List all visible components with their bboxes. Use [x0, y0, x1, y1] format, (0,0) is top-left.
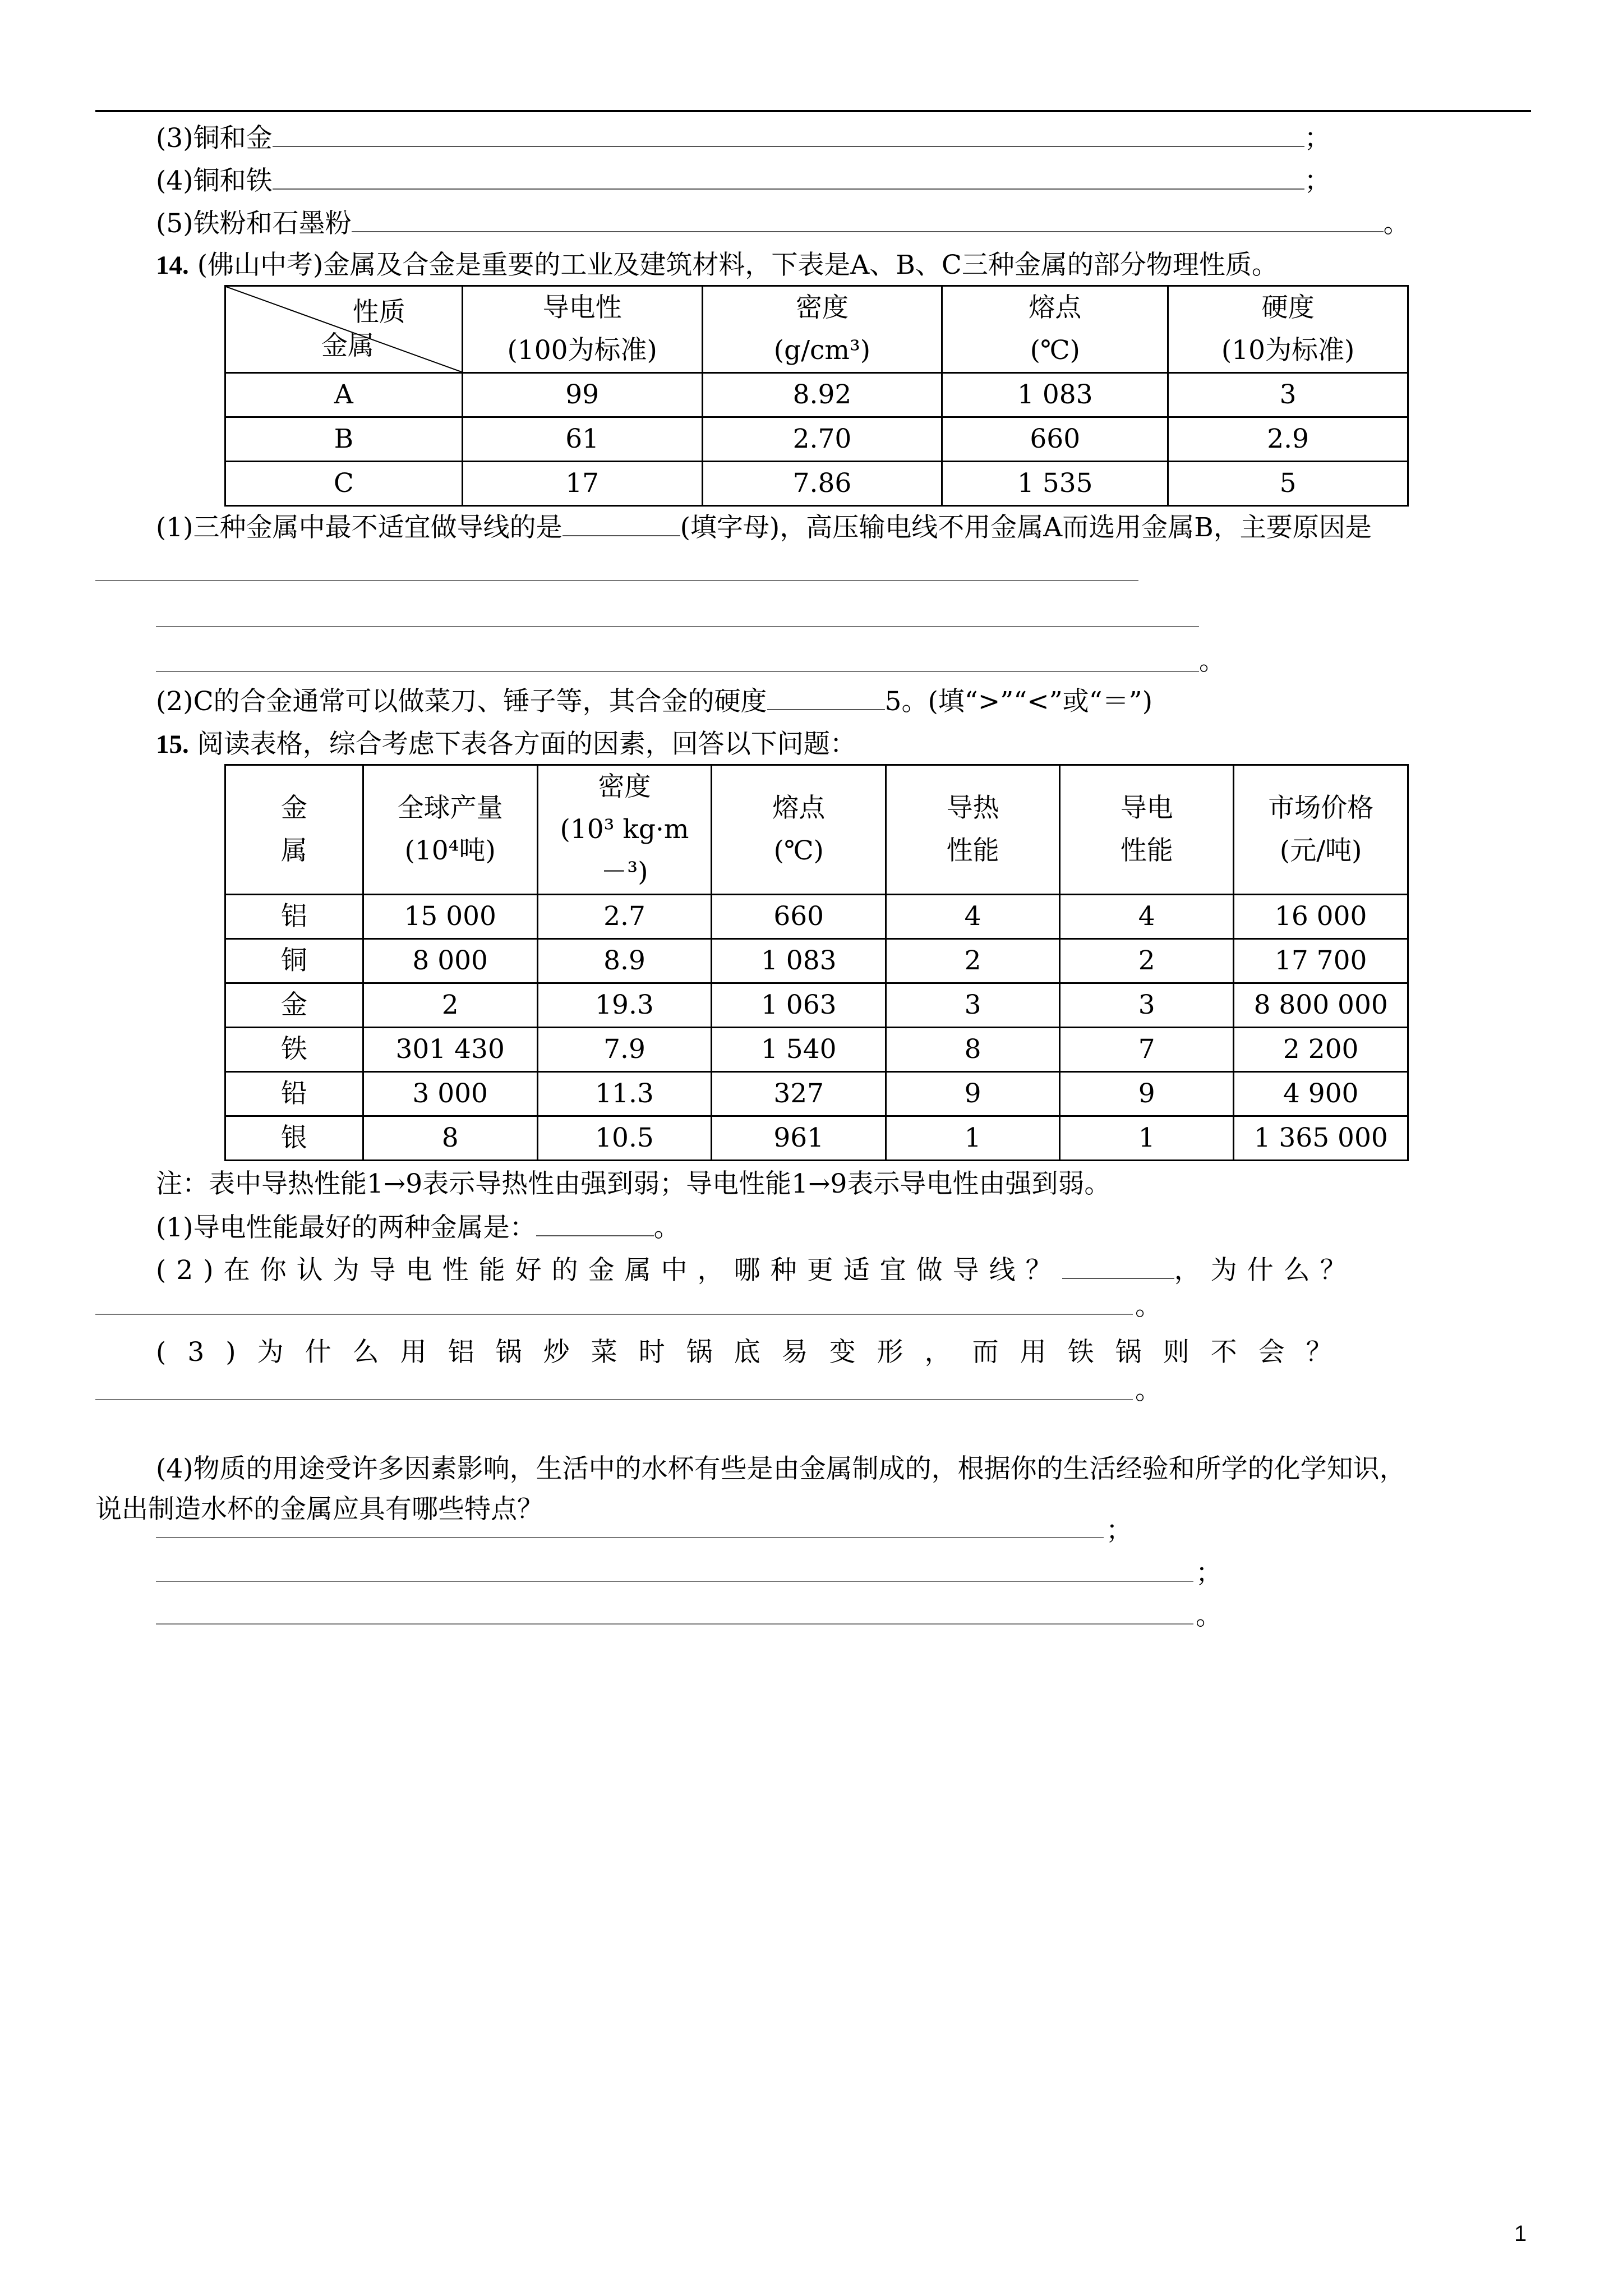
table-cell: 17 700	[1234, 939, 1408, 983]
header-text: 密度	[598, 771, 651, 802]
table-cell: 1 083	[942, 373, 1168, 417]
header-text: 熔点	[772, 793, 826, 823]
q13-5-line	[156, 201, 1410, 245]
table-cell: 8 000	[363, 939, 537, 983]
q15-sub4-line2: 说出制造水杯的金属应具有哪些特点？	[95, 1494, 543, 1525]
table-cell: 银	[225, 1116, 363, 1161]
q15-header-cell	[1060, 765, 1234, 895]
q14-property-table	[224, 285, 1409, 507]
q15-sub2-end: 。	[1135, 1291, 1161, 1322]
header-text: (℃)	[773, 835, 824, 866]
table-cell: 9	[886, 1072, 1060, 1116]
table-cell: 7.86	[702, 462, 942, 506]
table-cell: 1 540	[712, 1028, 886, 1072]
q15-header-row	[225, 765, 1408, 895]
table-cell: 301 430	[363, 1028, 537, 1072]
header-text: (10³ kg·m	[560, 814, 689, 845]
q15-sub4-answer-line-2[interactable]	[156, 1581, 1193, 1582]
q14-sub2-line	[156, 679, 1152, 723]
table-cell: 16 000	[1234, 895, 1408, 939]
header-text: 性能	[946, 835, 999, 866]
q14-header-cell	[1168, 286, 1408, 373]
table-cell: 1	[1060, 1116, 1234, 1161]
q14-sub1-text: (1)三种金属中最不适宜做导线的是	[156, 512, 562, 543]
header-text: 导热	[946, 793, 999, 823]
table-cell: 3	[886, 983, 1060, 1028]
q15-sub4-answer-line-3[interactable]	[156, 1623, 1193, 1625]
header-text: 硬度	[1261, 292, 1315, 323]
q15-sub4-line1: (4)物质的用途受许多因素影响，生活中的水杯有些是由金属制成的，根据你的生活经验和所学的化学知识，	[156, 1453, 1406, 1484]
q15-text: 阅读表格，综合考虑下表各方面的因素，回答以下问题：	[197, 729, 856, 760]
header-rule	[95, 110, 1531, 112]
q13-3-answer-blank[interactable]	[273, 116, 1304, 147]
q14-answer-line-2[interactable]	[156, 626, 1199, 627]
table-row	[225, 1116, 1408, 1161]
header-text: (℃)	[1030, 335, 1080, 366]
table-cell: 8	[886, 1028, 1060, 1072]
q14-sub2-text: (2)C的合金通常可以做菜刀、锤子等，其合金的硬度	[156, 686, 767, 717]
table-cell: 1 083	[712, 939, 886, 983]
q13-3-line	[156, 116, 1331, 159]
header-text: (100为标准)	[507, 335, 657, 366]
q13-4-label: (4)铜和铁	[156, 165, 273, 196]
table-cell: 2 200	[1234, 1028, 1408, 1072]
q15-header-cell	[886, 765, 1060, 895]
table-cell: 11.3	[537, 1072, 712, 1116]
table-cell: 8.92	[702, 373, 942, 417]
q13-4-line	[156, 158, 1331, 202]
table-cell: 铅	[225, 1072, 363, 1116]
table-cell: 铜	[225, 939, 363, 983]
table-cell: 660	[942, 417, 1168, 462]
q14-header-cell	[942, 286, 1168, 373]
q15-metal-table	[224, 764, 1409, 1161]
q13-3-label: (3)铜和金	[156, 123, 273, 154]
table-cell: 4	[1060, 895, 1234, 939]
table-cell: 327	[712, 1072, 886, 1116]
q15-header-cell	[712, 765, 886, 895]
q15-sub3-line: (3)为什么用铝锅炒菜时锅底易变形，而用铁锅则不会？	[156, 1337, 1354, 1368]
header-text: 性能	[1120, 835, 1173, 866]
q13-4-answer-blank[interactable]	[273, 158, 1304, 190]
table-cell: C	[225, 462, 463, 506]
table-cell: 5	[1168, 462, 1408, 506]
page-number: 1	[1514, 2221, 1527, 2246]
table-cell: 1 535	[942, 462, 1168, 506]
q15-sub1-text: (1)导电性能最好的两种金属是：	[156, 1212, 536, 1243]
q14-sub1-answer-blank[interactable]	[562, 505, 680, 536]
q14-sub1-line	[156, 505, 1372, 549]
table-cell: 铝	[225, 895, 363, 939]
table-cell: 19.3	[537, 983, 712, 1028]
table-cell: 4	[886, 895, 1060, 939]
table-cell: 2.9	[1168, 417, 1408, 462]
header-text: (10⁴吨)	[404, 835, 496, 866]
q14-number: 14.	[156, 251, 189, 280]
q15-sub2-answer-blank[interactable]	[1062, 1248, 1174, 1279]
header-text: (10为标准)	[1221, 335, 1355, 366]
q15-note: 注：表中导热性能1→9表示导热性由强到弱；导电性能1→9表示导电性由强到弱。	[156, 1168, 1111, 1199]
q15-sub2-answer-line[interactable]	[95, 1314, 1133, 1315]
header-text: 全球产量	[397, 793, 503, 823]
table-cell: 9	[1060, 1072, 1234, 1116]
table-cell: A	[225, 373, 463, 417]
q15-sub2-line	[156, 1248, 1357, 1291]
table-cell: 金	[225, 983, 363, 1028]
table-cell: 15 000	[363, 895, 537, 939]
q14-sub1-text2: (填字母)，高压输电线不用金属A而选用金属B，主要原因是	[680, 512, 1372, 543]
q13-5-answer-blank[interactable]	[352, 201, 1384, 232]
table-cell: 7.9	[537, 1028, 712, 1072]
q14-sub2-text2: 5。(填“>”“<”或“＝”)	[884, 686, 1153, 717]
table-cell: 铁	[225, 1028, 363, 1072]
table-cell: 8.9	[537, 939, 712, 983]
header-text: 金	[280, 793, 307, 823]
q15-header-cell	[363, 765, 537, 895]
table-row	[225, 373, 1408, 417]
corner-bottom-label: 金属	[321, 330, 374, 361]
q15-header-cell	[1234, 765, 1408, 895]
q15-sub2-text2: ，为什么？	[1174, 1255, 1357, 1286]
q14-stem	[156, 243, 1278, 287]
q13-5-label: (5)铁粉和石墨粉	[156, 208, 352, 239]
header-text: 导电	[1120, 793, 1173, 823]
q14-header-cell	[702, 286, 942, 373]
header-text: 密度	[795, 292, 849, 323]
corner-top-label: 性质	[352, 297, 405, 328]
table-row	[225, 1028, 1408, 1072]
q15-sub4-answer-line-1[interactable]	[156, 1537, 1104, 1538]
q13-4-end: ；	[1304, 165, 1331, 196]
q15-number: 15.	[156, 730, 189, 759]
table-cell: 2	[1060, 939, 1234, 983]
q14-header-cell	[462, 286, 702, 373]
table-cell: 2	[886, 939, 1060, 983]
header-text: 导电性	[542, 292, 622, 323]
q15-sub1-end: 。	[653, 1212, 680, 1243]
q14-text: (佛山中考)金属及合金是重要的工业及建筑材料，下表是A、B、C三种金属的部分物理性质。	[197, 250, 1278, 280]
table-cell: 17	[462, 462, 702, 506]
table-row	[225, 462, 1408, 506]
table-cell: 1 063	[712, 983, 886, 1028]
table-cell: 2.7	[537, 895, 712, 939]
table-row	[225, 895, 1408, 939]
q13-3-end: ；	[1304, 123, 1331, 154]
header-text: 熔点	[1029, 292, 1082, 323]
table-cell: B	[225, 417, 463, 462]
table-cell: 10.5	[537, 1116, 712, 1161]
q15-sub4-end2: ；	[1196, 1558, 1222, 1589]
table-cell: 2	[363, 983, 537, 1028]
q15-header-cell	[537, 765, 712, 895]
table-row	[225, 1072, 1408, 1116]
q15-sub1-answer-blank[interactable]	[536, 1205, 654, 1236]
q15-sub2-text: (2)在你认为导电性能好的金属中，哪种更适宜做导线？	[156, 1255, 1062, 1286]
table-cell: 3 000	[363, 1072, 537, 1116]
table-cell: 1	[886, 1116, 1060, 1161]
table-row	[225, 939, 1408, 983]
q15-header-cell	[225, 765, 363, 895]
header-text: (g/cm³)	[773, 335, 871, 366]
q15-sub3-end: 。	[1135, 1375, 1161, 1406]
table-cell: 3	[1168, 373, 1408, 417]
header-text: 属	[280, 835, 307, 866]
q14-answer-line-1[interactable]	[95, 580, 1138, 581]
q13-5-end: 。	[1383, 208, 1410, 239]
table-cell: 8	[363, 1116, 537, 1161]
table-cell: 8 800 000	[1234, 983, 1408, 1028]
table-cell: 61	[462, 417, 702, 462]
table-cell: 660	[712, 895, 886, 939]
q15-sub1-line	[156, 1205, 680, 1249]
header-text: 市场价格	[1268, 793, 1374, 823]
table-cell: 4 900	[1234, 1072, 1408, 1116]
q15-stem	[156, 723, 856, 766]
table-cell: 2.70	[702, 417, 942, 462]
table-cell: 7	[1060, 1028, 1234, 1072]
table-row	[225, 983, 1408, 1028]
table-cell: 3	[1060, 983, 1234, 1028]
header-text: －³)	[601, 857, 648, 887]
q14-sub1-end: 。	[1199, 646, 1225, 677]
table-row	[225, 417, 1408, 462]
q14-answer-line-3[interactable]	[156, 671, 1199, 672]
header-text: (元/吨)	[1279, 835, 1362, 866]
q15-sub3-answer-line[interactable]	[95, 1399, 1133, 1400]
table-cell: 1 365 000	[1234, 1116, 1408, 1161]
q14-sub2-answer-blank[interactable]	[767, 679, 885, 710]
q15-sub4-end1: ；	[1106, 1515, 1132, 1546]
q14-corner-cell	[225, 286, 463, 373]
table-cell: 961	[712, 1116, 886, 1161]
table-cell: 99	[462, 373, 702, 417]
q15-sub4-end3: 。	[1196, 1600, 1222, 1631]
